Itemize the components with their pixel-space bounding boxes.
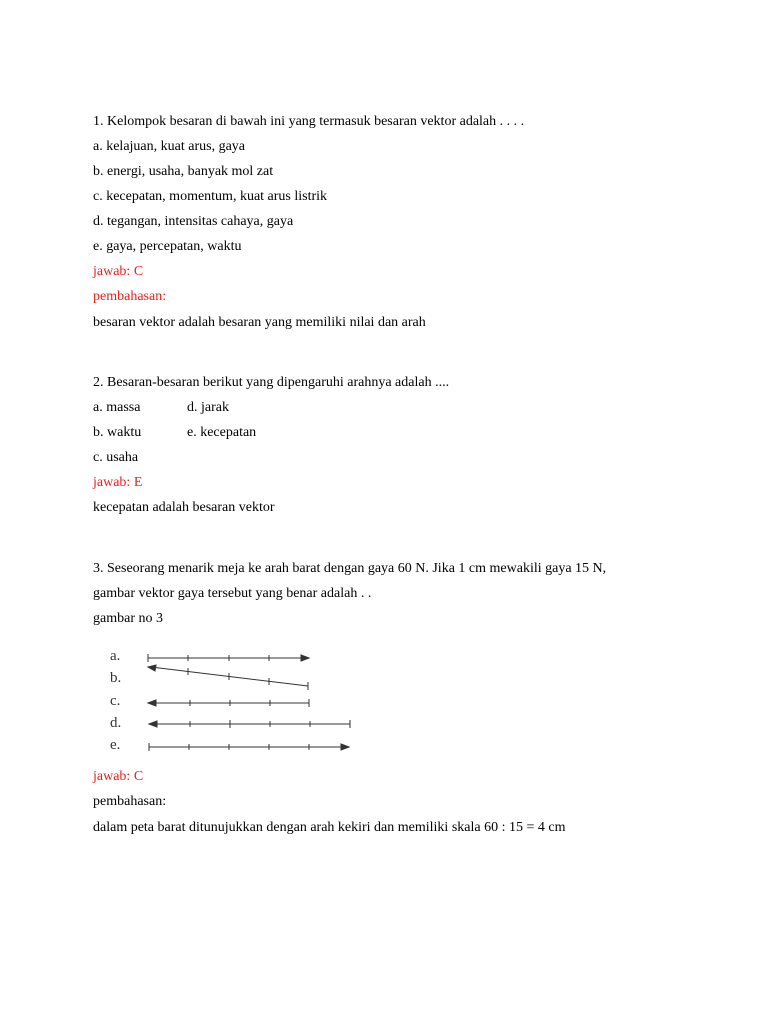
q1-question: 1. Kelompok besaran di bawah ini yang termasuk besaran vektor adalah . . . . [93,114,525,129]
vector-b [148,665,308,690]
q2-option-c: c. usaha [93,450,139,465]
q2-option-a: a. massa [93,400,141,415]
q1-answer: jawab: C [93,264,144,279]
q3-discussion-label: pembahasan: [93,794,167,809]
figure-label-c: c. [110,693,121,709]
q1-option-e: e. gaya, percepatan, waktu [93,239,242,254]
figure-label-a: a. [110,648,121,664]
q2-answer: jawab: E [93,475,143,490]
q1-discussion-label: pembahasan: [93,289,167,304]
vector-c [148,699,309,707]
figure-label-b: b. [110,670,122,686]
q1-option-a: a. kelajuan, kuat arus, gaya [93,139,245,154]
q1-discussion: besaran vektor adalah besaran yang memiliki nilai dan arah [93,315,426,330]
q2-option-d: d. jarak [187,400,229,415]
q1-option-c: c. kecepatan, momentum, kuat arus listrik [93,189,328,204]
q2-discussion: kecepatan adalah besaran vektor [93,500,275,515]
vector-d [149,720,350,728]
figure-label-d: d. [110,715,122,731]
vector-a [148,654,309,662]
q3-figure-caption: gambar no 3 [93,611,163,626]
q3-question-line1: 3. Seseorang menarik meja ke arah barat dengan gaya 60 N. Jika 1 cm mewakili gaya 15 N, [93,561,607,576]
vector-e [149,743,349,751]
q2-option-b: b. waktu [93,425,142,440]
q2-option-e: e. kecepatan [187,425,257,440]
vector-figure [105,643,365,755]
q3-discussion: dalam peta barat ditunujukkan dengan arah kekiri dan memiliki skala 60 : 15 = 4 cm [93,820,566,835]
q1-option-d: d. tegangan, intensitas cahaya, gaya [93,214,294,229]
q3-answer: jawab: C [93,769,144,784]
q1-option-b: b. energi, usaha, banyak mol zat [93,164,274,179]
figure-label-e: e. [110,737,121,753]
q2-question: 2. Besaran-besaran berikut yang dipengaruhi arahnya adalah .... [93,375,450,390]
q3-question-line2: gambar vektor gaya tersebut yang benar adalah . . [93,586,372,601]
